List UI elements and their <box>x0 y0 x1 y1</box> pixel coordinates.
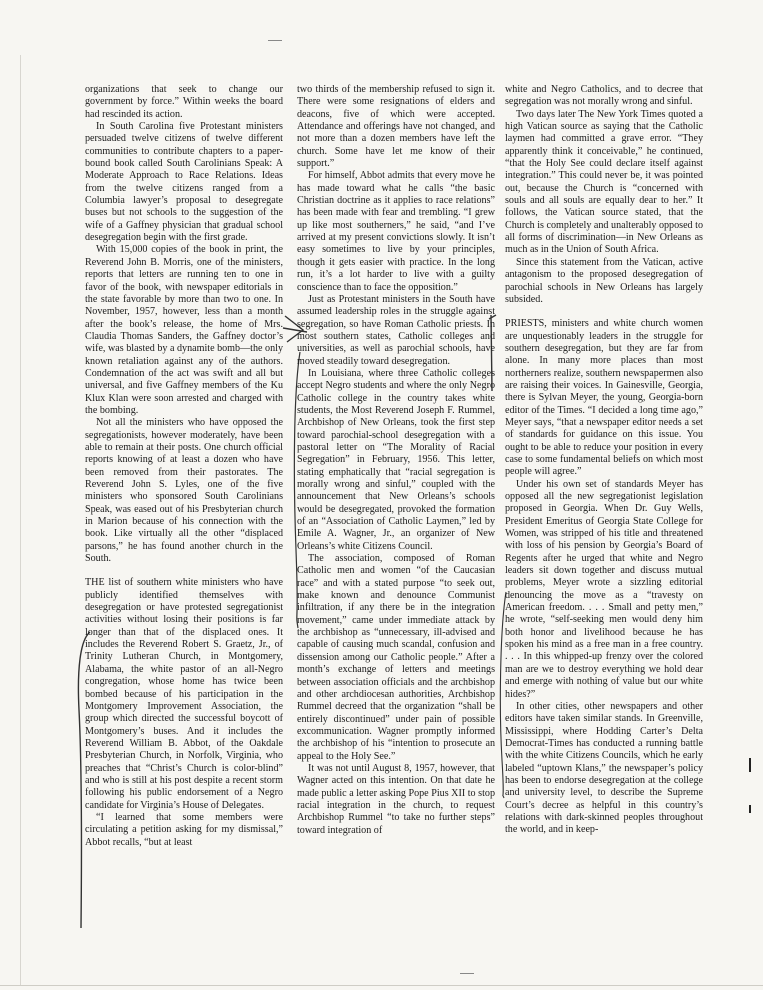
column-1 <box>85 84 283 849</box>
paragraph: two thirds of the membership refused to sign it. There were some resignations of elders and deacons, five of which were accepted. Attendance and offerings have not changed, and not more than a dozen members have left the church. Some have let me know of their support.” <box>297 84 495 170</box>
column-2 <box>297 84 495 837</box>
paragraph: Just as Protestant ministers in the South have assumed leadership roles in the struggle against segregation, so have Roman Catholic priests. In most southern states, Catholic colleges and universities, as well as parochial schools, have moved steadily toward desegregation. <box>297 293 495 367</box>
left-scan-edge <box>20 55 21 985</box>
paragraph: The association, composed of Roman Catholic men and women “of the Caucasian race” and with a stated purpose “to seek out, make known and denounce Communist infiltration, if any there be in the integration movement,” came under immediate attack by the archbishop as “unnecessary, ill-advised and capable of causing much scandal, confusion and dissension among our Catholic people.” After a month’s exchange of letters and meetings between association officials and the archbishop and other archdiocesan authorities, Archbishop Rummel decreed that the organization “shall be entirely discontinued” under pain of possible excommunication. Wagner promptly informed the archbishop of his “intention to prosecute an appeal to the Holy See.” <box>297 553 495 762</box>
paragraph: Not all the ministers who have opposed the segregationists, however moderately, have been able to remain at their posts. One church official reports knowing of at least a dozen who have been removed from their pastorates. The Reverend John S. Lyles, one of the five ministers who sponsored South Carolinians Speak, was eased out of his Presbyterian church in Marion because of his connection with the book. Like virtually all the other “displaced parsons,” he has found another church in the South. <box>85 417 283 565</box>
section-paragraph: THE list of southern white ministers who have publicly identified themselves with desegregation or have protested segregationist activities without losing their positions is far longer than that of the displaced ones. It includes the Reverend Robert S. Graetz, Jr., of Trinity Lutheran Church, in Montgomery, Alabama, the white pastor of an all-Negro congregation, whose home has twice been bombed because of his participation in the Montgomery Improvement Association, the group which directed the successful boycott of Montgomery’s buses. And it includes the Reverend William B. Abbot, of the Oakdale Presbyterian Church, in Norfolk, Virginia, who preaches that “Christ’s Church is color-blind” and who is still at his post despite a recent storm following his public endorsement of a Negro candidate for Virginia’s House of Delegates. <box>85 577 283 811</box>
paragraph: For himself, Abbot admits that every move he has made toward what he calls “the basic Christian doctrine as it applies to race relations” has been made with fear and trembling. “I grew up like most southerners,” he said, “and I’ve arrived at my present convictions slowly. It isn’t easy sometimes to live by your principles, though it gets easier with practice. In the long run, it’s a lot harder to live with a guilty conscience than to face the opposition.” <box>297 170 495 293</box>
top-scan-mark <box>268 40 282 41</box>
paragraph: “I learned that some members were circulating a petition asking for my dismissal,” Abbot recalls, “but at least <box>85 811 283 848</box>
paragraph: In other cities, other newspapers and other editors have taken similar stands. In Greenville, Mississippi, where Hodding Carter’s Delta Democrat-Times has conducted a running battle with the white Citizens Councils, which he early labeled “uptown Klans,” the newspaper’s policy has been to endorse desegregation at the college and university level, to describe the Supreme Court’s decree as helpful in this country’s relations with dark-skinned peoples throughout the world, and in keep- <box>505 700 703 836</box>
paragraph: With 15,000 copies of the book in print, the Reverend John B. Morris, one of the ministers, reports that letters are running ten to one in favor of the book, with newspaper editorials in the state favorable by more than two to one. In November, 1957, however, less than a month after the book’s release, the home of Mrs. Claudia Thomas Sanders, the Gaffney doctor’s wife, was blasted by a dynamite bomb—the only known retaliation against any of the authors. Condemnation of the act was swift and all but universal, and five Gaffney members of the Ku Klux Klan were soon arrested and charged with the bombing. <box>85 244 283 416</box>
paragraph: Since this statement from the Vatican, active antagonism to the proposed desegregation of parochial schools in New Orleans has largely subsided. <box>505 256 703 305</box>
paragraph: Under his own set of standards Meyer has opposed all the new segregationist legislation proposed in Georgia. When Dr. Guy Wells, President Emeritus of Georgia State College for Women, was stripped of his title and threatened with loss of his pension by Georgia’s Board of Regents after he urged that white and Negro leaders sit down together and discuss mutual problems, Meyer wrote a sizzling editorial denouncing the move as a “travesty on American freedom. . . . Small and petty men,” he wrote, “self-seeking men would deny him both honor and livelihood because he has spoken his mind as a free man in a free country. . . . In this whipped-up frenzy over the colored man are we to destroy everything we hold dear and emerge with nothing of value but our white hides?” <box>505 478 703 700</box>
paragraph: In Louisiana, where three Catholic colleges accept Negro students and where the only Negro Catholic college in the country takes white students, the Most Reverend Joseph F. Rummel, Archbishop of New Orleans, took the first step toward parochial-school desegregation with a pastoral letter on “The Morality of Racial Segregation” in February, 1956. This letter, stating emphatically that “racial segregation is morally wrong and sinful,” coupled with the announcement that New Orleans’s schools would be desegregated, provoked the formation of an “Association of Catholic Laymen,” led by Emile A. Wagner, Jr., an organizer of New Orleans’s white Citizens Council. <box>297 367 495 552</box>
right-margin-mark-2 <box>749 805 751 813</box>
paragraph: Two days later The New York Times quoted a high Vatican source as saying that the Catholic laymen had committed a grave error. “They apparently think it conceivable,” he continued, “that the Holy See could declare itself against integration.” This could never be, it was pointed out, because the Church is “concerned with souls and all souls are equally dear to her.” It follows, the Vatican source stated, that the Church is completely and unalterably opposed to all forms of discrimination—in New Orleans as much as in the Union of South Africa. <box>505 108 703 256</box>
bottom-scan-edge <box>0 985 763 986</box>
column-3 <box>505 84 703 837</box>
paragraph: organizations that seek to change our government by force.” Within weeks the board had rescinded its action. <box>85 84 283 120</box>
paragraph: It was not until August 8, 1957, however, that Wagner acted on this intention. On that date he made public a letter asking Pope Pius XII to stop racial integration in the church, to request Archbishop Rummel “to take no further steps” toward integration of <box>297 762 495 836</box>
section-paragraph: PRIESTS, ministers and white church women are unquestionably leaders in the struggle for southern desegregation, but they are far from alone. In many more places than most northerners realize, southern newspapermen also are raising their voices. In Gainesville, Georgia, there is Sylvan Meyer, the young, Georgia-born editor of the Times. “I decided a long time ago,” Meyer says, “that a newspaper editor needs a set of standards for guidance on this issue. You ought to be able to reduce your position in every case to some fundamental beliefs on which most people will agree.” <box>505 318 703 478</box>
bottom-scan-mark <box>460 973 474 974</box>
paragraph: In South Carolina five Protestant ministers persuaded twelve citizens of twelve different communities to contribute chapters to a paper-bound book called South Carolinians Speak: A Moderate Approach to Race Relations. Ideas from the twelve citizens ranged from a Columbia lawyer’s proposal to desegregate buses but not schools to the suggestion of the wife of a Gaffney physician that gradual school desegregation begin with the first grade. <box>85 121 283 244</box>
right-margin-mark-1 <box>749 758 751 772</box>
paragraph: white and Negro Catholics, and to decree that segregation was not morally wrong and sinful. <box>505 84 703 108</box>
